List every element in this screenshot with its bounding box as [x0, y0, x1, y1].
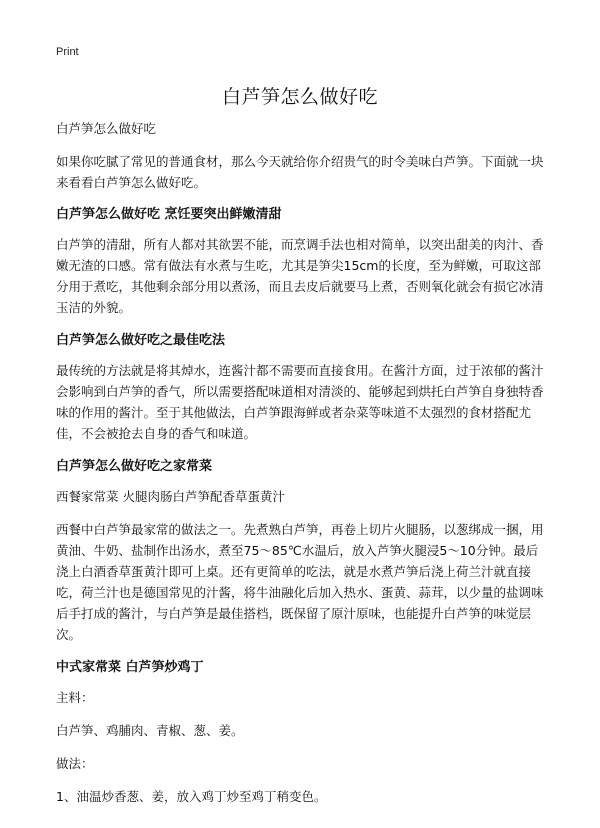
method-label: 做法：	[56, 756, 94, 771]
dish-title-western: 西餐家常菜 火腿肉肠白芦笋配香草蛋黄汁	[56, 489, 285, 504]
article-subtitle: 白芦笋怎么做好吃	[56, 121, 157, 136]
section-heading-chinese: 中式家常菜 白芦笋炒鸡丁	[56, 660, 204, 675]
section-heading-best-way: 白芦笋怎么做好吃之最佳吃法	[56, 333, 226, 348]
print-link[interactable]: Print	[56, 46, 79, 58]
section-body-best-way: 最传统的方法就是将其焯水，连酱汁都不需要而直接食用。在酱汁方面，过于浓郁的酱汁会影响到白芦笋的香气，所以需要搭配味道相对清淡的、能够起到烘托白芦笋自身独特香味的作用的酱汁。至于其他做法，白芦笋跟海鲜或者杂菜等味道不太强烈的食材搭配尤佳，不会被抢去自身的香气和味道。	[56, 363, 544, 441]
page-title: 白芦笋怎么做好吃	[221, 86, 378, 108]
section-body-home-style: 西餐中白芦笋最家常的做法之一。先煮熟白芦笋，再卷上切片火腿肠，以葱绑成一捆，用黄油、牛奶、盐制作出汤水，煮至75～85℃水温后，放入芦笋火腿浸5～10分钟。最后浇上白酒香草蛋黄汁即可上桌。还有更简单的吃法，就是水煮芦笋后浇上荷兰汁就直接吃，荷兰汁也是德国常见的汁酱，将牛油融化后加入热水、蛋黄、蒜茸，以少量的盐调味后手打成的酱汁，与白芦笋是最佳搭档，既保留了原汁原味，也能提升白芦笋的味觉层次。	[56, 522, 544, 642]
intro-paragraph: 如果你吃腻了常见的普通食材，那么今天就给你介绍贵气的时令美味白芦笋。下面就一块来看看白芦笋怎么做好吃。	[56, 154, 544, 190]
section-body-cooking: 白芦笋的清甜，所有人都对其欲罢不能，而烹调手法也相对简单，以突出甜美的肉汁、香嫩无渣的口感。常有做法有水煮与生吃，尤其是笋尖15cm的长度，至为鲜嫩，可取这部分用于煮吃，其他剩余部分用以煮汤，而且去皮后就要马上煮，否则氧化就会有损它冰清玉洁的外貌。	[56, 237, 544, 315]
section-heading-cooking: 白芦笋怎么做好吃 烹饪要突出鲜嫩清甜	[56, 207, 282, 222]
main-ingredients-label: 主料：	[56, 690, 94, 705]
section-heading-home-style: 白芦笋怎么做好吃之家常菜	[56, 459, 213, 474]
main-ingredients-list: 白芦笋、鸡脯肉、青椒、葱、姜。	[56, 723, 244, 738]
article-body	[56, 118, 548, 819]
method-step-1: 1、油温炒香葱、姜，放入鸡丁炒至鸡丁稍变色。	[56, 789, 327, 804]
